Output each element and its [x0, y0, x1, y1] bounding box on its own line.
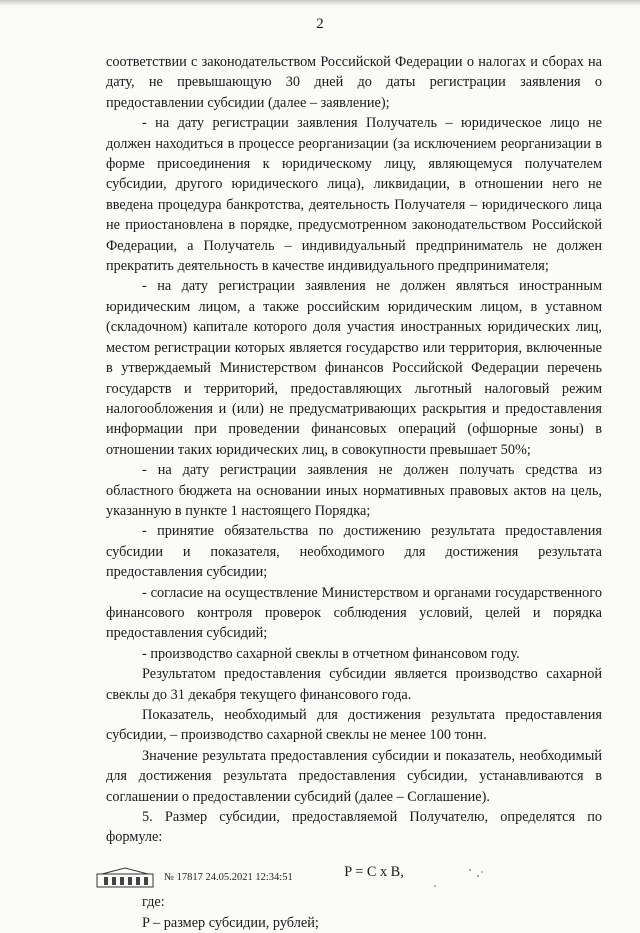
paragraph: - на дату регистрации заявления Получатель – юридическое лицо не должен находиться в процессе реорганизации (за исключением реорганизации в форме присоединения к юридическому лицу, являющемуся получателем субсидии, другого юридического лица), ликвидации, в отношении него не введена процедура банкротства, деятельность Получателя – юридического лица не приостановлена в порядке, предусмотренном законодательством Российской Федерации, а Получатель – индивидуальный предприниматель не должен прекратить деятельность в качестве индивидуального предпринимателя; — [106, 115, 602, 275]
formula: P = C x B, — [344, 863, 404, 880]
footer — [96, 866, 293, 888]
paragraph: - принятие обязательства по достижению результата предоставления субсидии и показателя, необходимого для достижения результата предоставления субсидии; — [106, 523, 602, 581]
registration-info: № 17817 24.05.2021 12:34:51 — [164, 871, 293, 883]
where-label: где: — [142, 894, 165, 911]
paragraph: Результатом предоставления субсидии является производство сахарной свеклы до 31 декабря текущего финансового года. — [106, 666, 602, 703]
paragraph: - производство сахарной свеклы в отчетном финансовом году. — [142, 645, 520, 662]
paragraph: - на дату регистрации заявления не должен являться иностранным юридическим лицом, а также российским юридическим лицом, в уставном (складочном) капитале которого доля участия иностранных юридических лиц, местом регистрации которых является государство или территория, включенные в утверждаемый Министерством финансов Российской Федерации перечень государств и территорий, предоставляющих льготный налоговый режим налогообложения и (или) не предусматривающих раскрытия и предоставления информации при проведении финансовых операций (офшорные зоны) в отношении таких юридических лиц, в совокупности превышает 50%; — [106, 278, 602, 458]
paragraph: соответствии с законодательством Российской Федерации о налогах и сборах на дату, не превышающую 30 дней до даты регистрации заявления о предоставлении субсидии (далее – заявление); — [106, 54, 602, 111]
document-body — [106, 52, 602, 933]
registry-stamp-icon — [96, 866, 154, 888]
page-number: 2 — [316, 16, 324, 32]
paragraph: Значение результата предоставления субсидии и показатель, необходимый для достижения результата предоставления субсидии, устанавливаются в соглашении о предоставлении субсидий (далее – Соглашение). — [106, 747, 602, 805]
paragraph: - на дату регистрации заявления не должен получать средства из областного бюджета на основании иных нормативных правовых актов на цель, указанную в пункте 1 настоящего Порядка; — [106, 462, 602, 519]
scan-edge — [0, 0, 640, 6]
paragraph: 5. Размер субсидии, предоставляемой Получателю, определятся по формуле: — [106, 809, 602, 846]
scan-marks — [430, 860, 500, 892]
definition: P – размер субсидии, рублей; — [142, 914, 319, 931]
paragraph: Показатель, необходимый для достижения результата предоставления субсидии, – производство сахарной свеклы не менее 100 тонн. — [106, 707, 602, 744]
paragraph: - согласие на осуществление Министерством и органами государственного финансового контроля проверок соблюдения условий, целей и порядка предоставления субсидий; — [106, 584, 602, 642]
